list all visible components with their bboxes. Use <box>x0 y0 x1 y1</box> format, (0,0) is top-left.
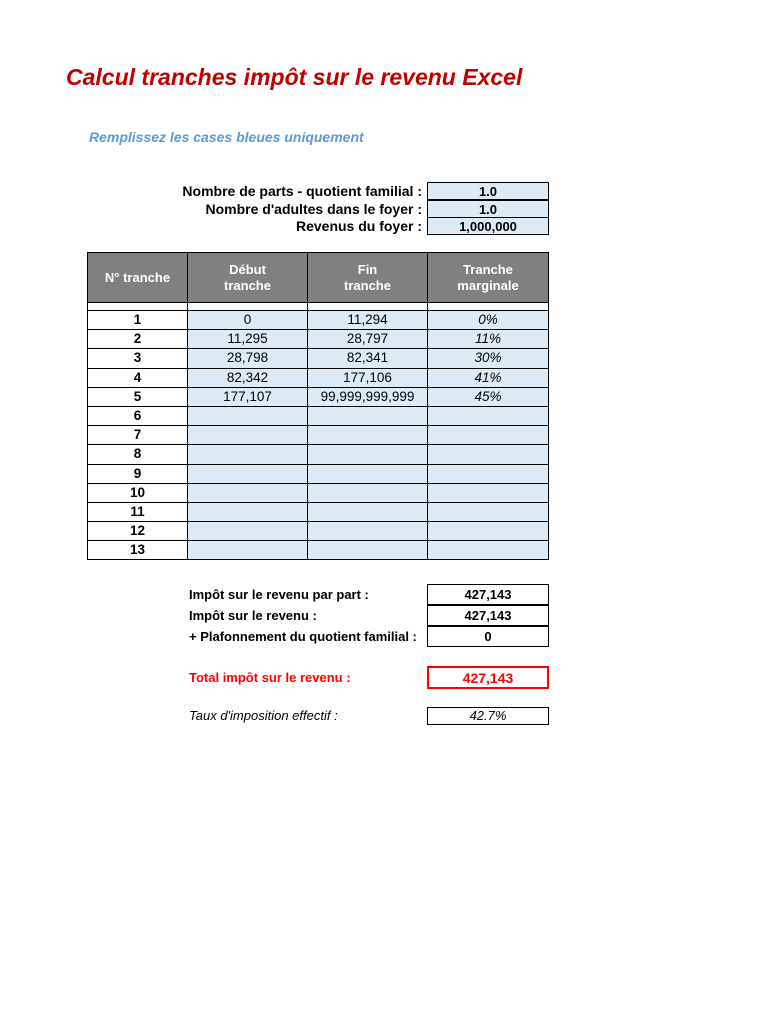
table-row <box>88 522 549 541</box>
bracket-end-cell[interactable] <box>308 483 428 502</box>
bracket-end-cell[interactable]: 11,294 <box>308 311 428 330</box>
table-row <box>88 349 549 368</box>
table-spacer-row <box>88 303 549 311</box>
spacer-cell <box>88 303 188 311</box>
table-row <box>88 368 549 387</box>
header-marginal-rate: Tranche marginale <box>428 253 549 303</box>
marginal-rate-cell[interactable] <box>428 406 549 425</box>
table-row <box>88 502 549 521</box>
marginal-rate-cell[interactable] <box>428 522 549 541</box>
spacer-cell <box>428 303 549 311</box>
bracket-start-cell[interactable] <box>188 541 308 560</box>
bracket-start-cell[interactable] <box>188 502 308 521</box>
bracket-end-cell[interactable] <box>308 502 428 521</box>
bracket-end-cell[interactable]: 177,106 <box>308 368 428 387</box>
header-bracket-number: N° tranche <box>88 253 188 303</box>
bracket-start-cell[interactable] <box>188 406 308 425</box>
income-tax-value: 427,143 <box>427 605 549 626</box>
bracket-end-cell[interactable] <box>308 522 428 541</box>
marginal-rate-cell[interactable]: 0% <box>428 311 549 330</box>
bracket-number-cell: 13 <box>88 541 188 560</box>
bracket-end-cell[interactable]: 99,999,999,999 <box>308 387 428 406</box>
tax-per-part-value: 427,143 <box>427 584 549 605</box>
income-input[interactable]: 1,000,000 <box>427 217 549 235</box>
table-row <box>88 426 549 445</box>
marginal-rate-cell[interactable] <box>428 502 549 521</box>
bracket-end-cell[interactable] <box>308 541 428 560</box>
tax-per-part-label: Impôt sur le revenu par part : <box>189 587 369 602</box>
bracket-end-cell[interactable]: 28,797 <box>308 330 428 349</box>
bracket-end-cell[interactable] <box>308 426 428 445</box>
bracket-start-cell[interactable]: 82,342 <box>188 368 308 387</box>
table-row <box>88 483 549 502</box>
adults-input[interactable]: 1.0 <box>427 200 549 218</box>
bracket-number-cell: 4 <box>88 368 188 387</box>
marginal-rate-cell[interactable] <box>428 445 549 464</box>
page-title: Calcul tranches impôt sur le revenu Excel <box>66 64 523 90</box>
bracket-start-cell[interactable] <box>188 483 308 502</box>
bracket-number-cell: 2 <box>88 330 188 349</box>
bracket-start-cell[interactable]: 11,295 <box>188 330 308 349</box>
bracket-number-cell: 9 <box>88 464 188 483</box>
marginal-rate-cell[interactable]: 11% <box>428 330 549 349</box>
table-row <box>88 464 549 483</box>
table-row <box>88 406 549 425</box>
table-row <box>88 445 549 464</box>
header-bracket-end: Fin tranche <box>308 253 428 303</box>
bracket-number-cell: 1 <box>88 311 188 330</box>
bracket-number-cell: 7 <box>88 426 188 445</box>
income-tax-label: Impôt sur le revenu : <box>189 608 317 623</box>
bracket-rows <box>88 303 549 560</box>
effective-rate-value: 42.7% <box>427 707 549 725</box>
parts-input[interactable]: 1.0 <box>427 182 549 200</box>
marginal-rate-cell[interactable] <box>428 483 549 502</box>
bracket-number-cell: 12 <box>88 522 188 541</box>
marginal-rate-cell[interactable]: 30% <box>428 349 549 368</box>
bracket-number-cell: 5 <box>88 387 188 406</box>
table-row <box>88 541 549 560</box>
spacer-cell <box>188 303 308 311</box>
table-row <box>88 387 549 406</box>
quotient-cap-label: + Plafonnement du quotient familial : <box>189 629 417 644</box>
marginal-rate-cell[interactable] <box>428 464 549 483</box>
marginal-rate-cell[interactable]: 45% <box>428 387 549 406</box>
bracket-start-cell[interactable] <box>188 426 308 445</box>
spacer-cell <box>308 303 428 311</box>
total-tax-value: 427,143 <box>427 666 549 689</box>
instruction-text: Remplissez les cases bleues uniquement <box>89 129 364 145</box>
bracket-number-cell: 6 <box>88 406 188 425</box>
adults-label: Nombre d'adultes dans le foyer : <box>205 201 422 217</box>
marginal-rate-cell[interactable] <box>428 426 549 445</box>
table-row <box>88 330 549 349</box>
bracket-end-cell[interactable] <box>308 445 428 464</box>
bracket-number-cell: 8 <box>88 445 188 464</box>
parts-label: Nombre de parts - quotient familial : <box>182 183 422 199</box>
bracket-start-cell[interactable] <box>188 445 308 464</box>
effective-rate-label: Taux d'imposition effectif : <box>189 708 338 723</box>
table-row <box>88 311 549 330</box>
marginal-rate-cell[interactable] <box>428 541 549 560</box>
header-bracket-start: Début tranche <box>188 253 308 303</box>
bracket-number-cell: 3 <box>88 349 188 368</box>
bracket-end-cell[interactable] <box>308 406 428 425</box>
marginal-rate-cell[interactable]: 41% <box>428 368 549 387</box>
bracket-number-cell: 10 <box>88 483 188 502</box>
bracket-end-cell[interactable] <box>308 464 428 483</box>
bracket-start-cell[interactable] <box>188 464 308 483</box>
income-label: Revenus du foyer : <box>295 218 422 234</box>
quotient-cap-value: 0 <box>427 626 549 647</box>
tax-bracket-table <box>87 252 549 560</box>
bracket-end-cell[interactable]: 82,341 <box>308 349 428 368</box>
bracket-start-cell[interactable]: 0 <box>188 311 308 330</box>
total-tax-label: Total impôt sur le revenu : <box>189 670 351 685</box>
bracket-start-cell[interactable]: 28,798 <box>188 349 308 368</box>
bracket-number-cell: 11 <box>88 502 188 521</box>
bracket-start-cell[interactable]: 177,107 <box>188 387 308 406</box>
bracket-start-cell[interactable] <box>188 522 308 541</box>
